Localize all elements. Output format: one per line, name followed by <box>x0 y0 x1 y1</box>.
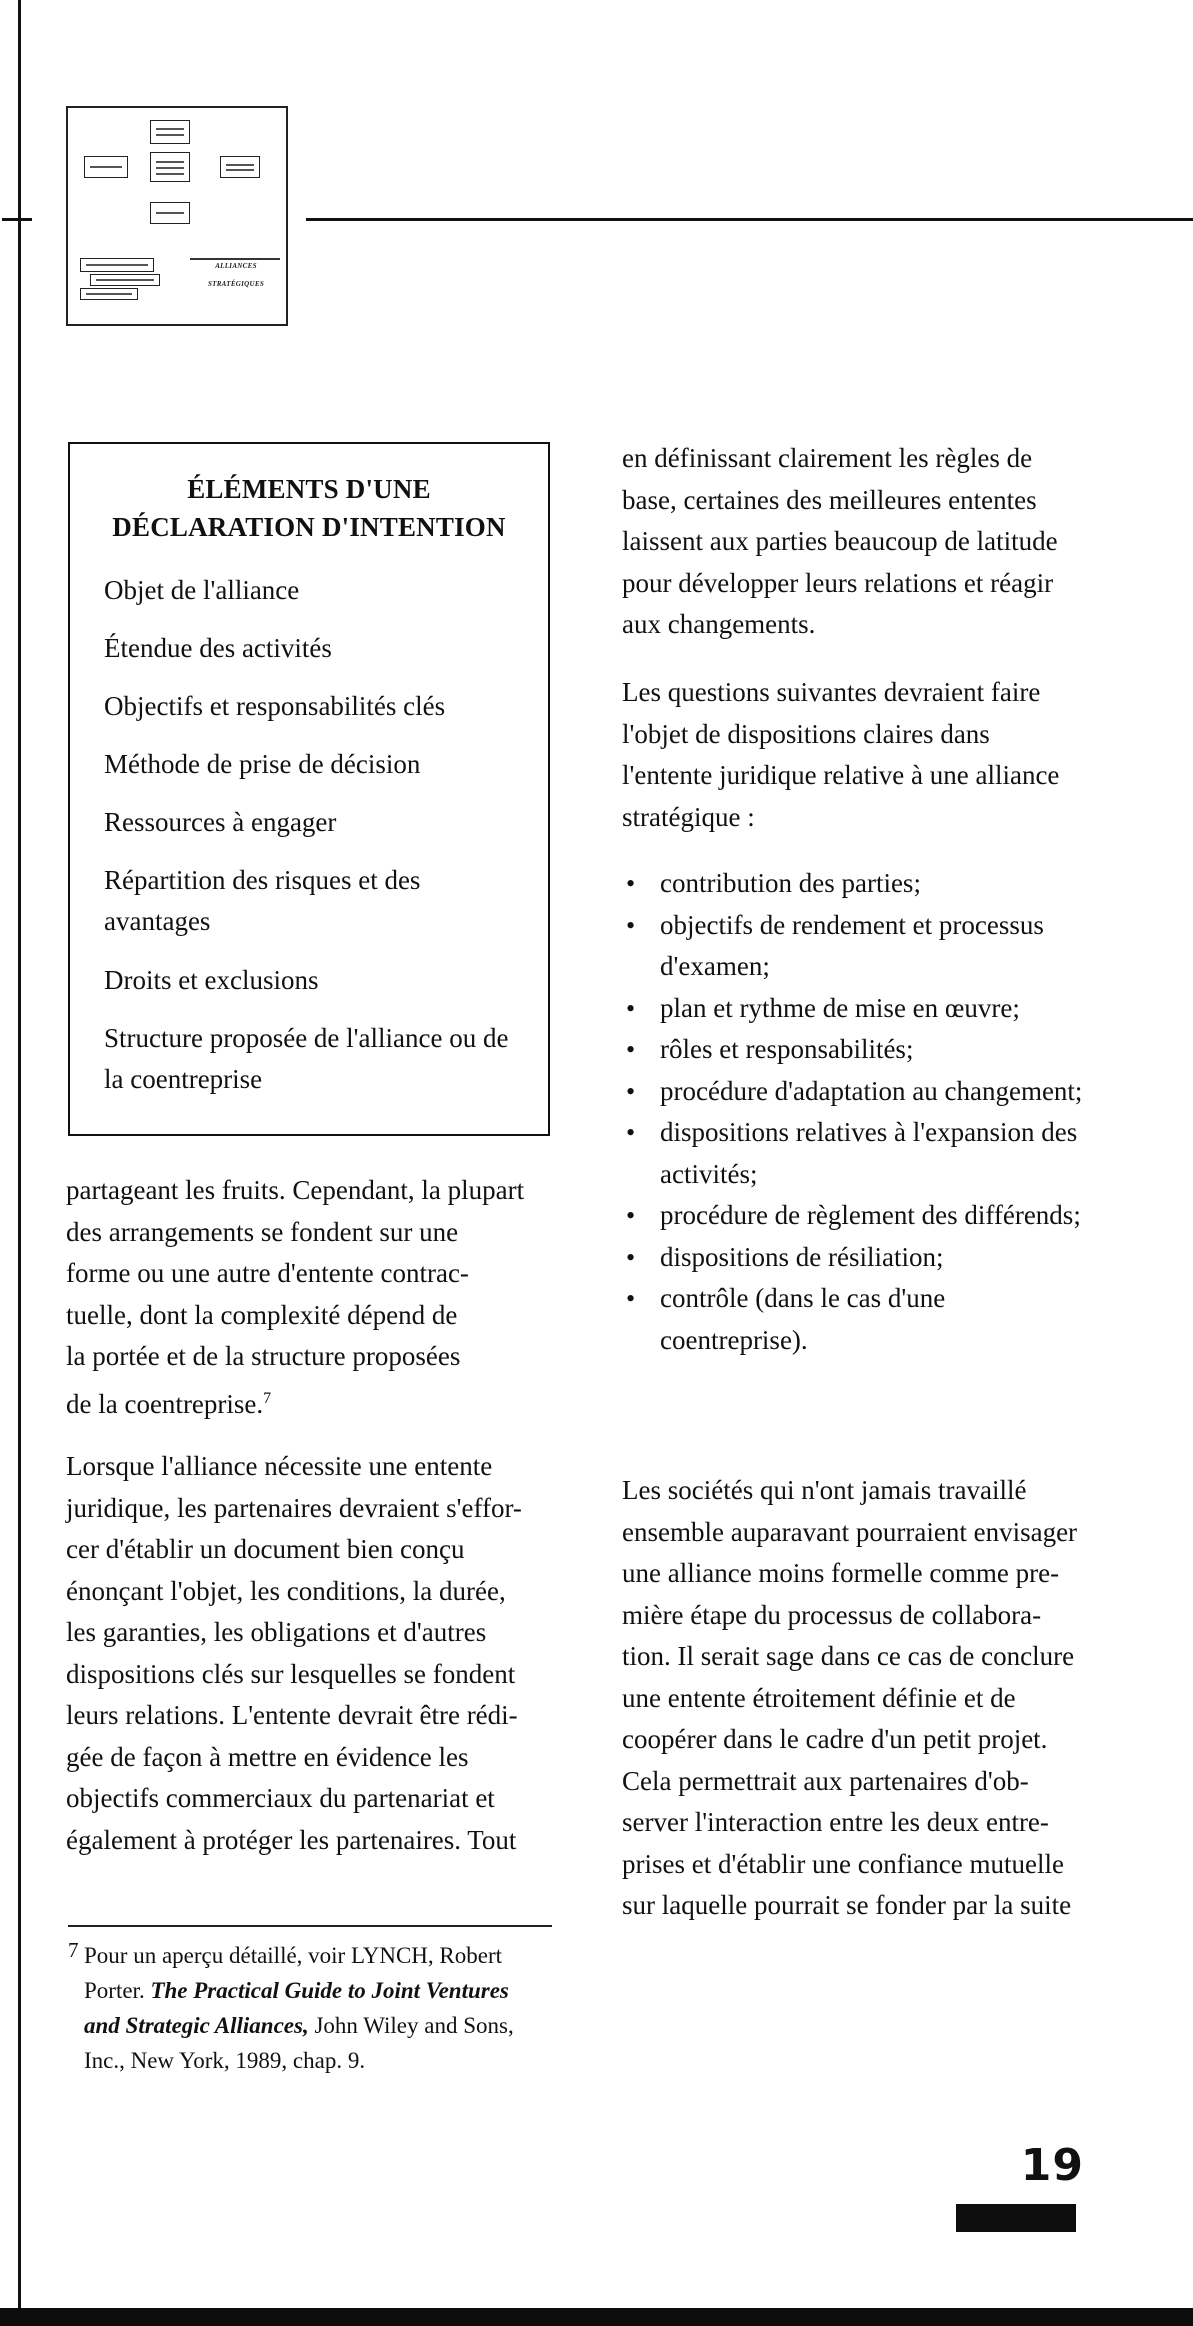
left-paragraph-2: Lorsque l'alliance nécessite une entente juridique, les partenaires devraient s'effor- cer d'établir un document bien conçu énonçant l'objet, les conditions, la durée, les garanties, les obligations et d'autres dispositions clés sur lesquelles se fondent leurs relations. L'entente devrait être rédi- gée de façon à mettre en évidence les objectifs commerciaux du partenariat et également à protéger les partenaires. Tout <box>66 1451 522 1855</box>
book-title-continued: and Strategic Alliances, <box>84 2013 309 2038</box>
sidebar-item: Répartition des risques et des avantages <box>104 865 421 936</box>
logo-box-bottom <box>150 202 190 224</box>
sidebar-item: Ressources à engager <box>104 807 337 837</box>
list-item: • procédure d'adaptation au changement; <box>622 1071 1092 1113</box>
sidebar-item: Objet de l'alliance <box>104 575 300 605</box>
right-paragraph-2: Les questions suivantes devraient faire l'objet de dispositions claires dans l'entente juridique relative à une alliance stratégique : <box>622 677 1060 832</box>
scan-margin-tick <box>2 218 32 221</box>
list-item: • dispositions relatives à l'expansion des activités; <box>622 1112 1092 1195</box>
list-item: • contrôle (dans le cas d'une coentreprise). <box>622 1278 1092 1361</box>
list-item: • procédure de règlement des différends; <box>622 1195 1092 1237</box>
footnote-marker: 7 <box>68 1938 79 1962</box>
intention-sidebar <box>68 442 550 1136</box>
list-item: • rôles et responsabilités; <box>622 1029 1092 1071</box>
logo-box-center <box>150 152 190 182</box>
sidebar-title: ÉLÉMENTS D'UNE DÉCLARATION D'INTENTION <box>112 474 506 542</box>
list-item: • plan et rythme de mise en œuvre; <box>622 988 1092 1030</box>
book-title: The Practical Guide to Joint Ventures <box>150 1978 509 2003</box>
page-number-bar <box>956 2204 1076 2232</box>
logo-box-top <box>150 120 190 144</box>
header-rule <box>306 218 1193 221</box>
list-item: • contribution des parties; <box>622 863 1092 905</box>
sidebar-item: Objectifs et responsabilités clés <box>104 691 446 721</box>
right-paragraph-1: en définissant clairement les règles de base, certaines des meilleures ententes laissent aux parties beaucoup de latitude pour développer leurs relations et réagir aux changements. <box>622 443 1058 639</box>
footnote-rule <box>68 1925 552 1927</box>
list-item: • objectifs de rendement et processus d'examen; <box>622 905 1092 988</box>
logo-caption-line1: ALLIANCES <box>215 262 257 270</box>
sidebar-item: Étendue des activités <box>104 633 332 663</box>
logo-box-left <box>84 156 128 178</box>
page-number: 19 <box>1020 2140 1084 2191</box>
footnote-reference: 7 <box>263 1389 272 1407</box>
logo-bar-2 <box>90 274 160 286</box>
sidebar-item: Droits et exclusions <box>104 965 319 995</box>
logo-caption-line2: STRATÉGIQUES <box>207 280 265 288</box>
footnote: 7 Pour un aperçu détaillé, voir LYNCH, Robert Porter. The Practical Guide to Joint Ventures and Strategic Alliances, John Wiley and Sons, Inc., New York, 1989, chap. 9. <box>68 1933 558 2078</box>
logo-bar-1 <box>80 258 154 272</box>
scan-border-left <box>18 0 21 2326</box>
sidebar-item: Structure proposée de l'alliance ou de la coentreprise <box>104 1023 509 1094</box>
alliances-logo <box>66 106 288 326</box>
logo-box-right <box>220 156 260 178</box>
left-paragraph-1: partageant les fruits. Cependant, la plupart des arrangements se fondent sur une forme ou une autre d'entente contrac- tuelle, dont la complexité dépend de la portée et de la structure proposées de la coentreprise.$^7$ <box>66 1175 525 1419</box>
list-item: • dispositions de résiliation; <box>622 1237 1092 1279</box>
scan-border-bottom <box>0 2308 1193 2326</box>
logo-bar-3 <box>80 288 138 300</box>
provisions-list <box>622 863 1092 1361</box>
sidebar-item: Méthode de prise de décision <box>104 749 421 779</box>
right-paragraph-3: Les sociétés qui n'ont jamais travaillé ensemble auparavant pourraient envisager une alliance moins formelle comme pre- mière étape du processus de collabora- tion. Il serait sage dans ce cas de conclure une entente étroitement définie et de coopérer dans le cadre d'un petit projet. Cela permettrait aux partenaires d'ob- server l'interaction entre les deux entre- prises et d'établir une confiance mutuelle sur laquelle pourrait se fonder par la suite <box>622 1475 1078 1920</box>
